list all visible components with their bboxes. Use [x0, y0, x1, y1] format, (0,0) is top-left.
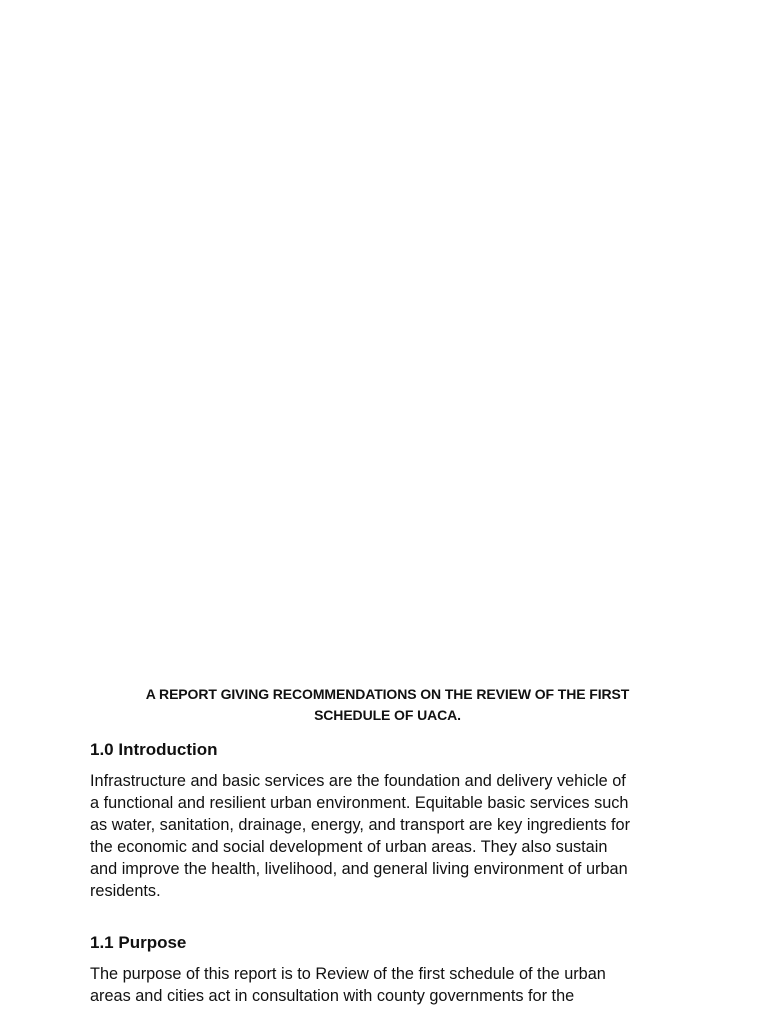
paragraph-line: as water, sanitation, drainage, energy, and transport are key ingredients for	[90, 816, 631, 834]
paragraph-line: areas and cities act in consultation with county governments for the	[90, 987, 575, 1005]
purpose-paragraph	[90, 963, 685, 1007]
introduction-paragraph	[90, 770, 685, 902]
section-heading-introduction: 1.0 Introduction	[90, 740, 218, 759]
document-title	[90, 684, 685, 726]
document-title-line: SCHEDULE OF UACA.	[314, 707, 461, 723]
paragraph-line: the economic and social development of urban areas. They also sustain	[90, 838, 608, 856]
paragraph-line: residents.	[90, 882, 161, 900]
document-body	[90, 684, 685, 1007]
paragraph-line: The purpose of this report is to Review of the first schedule of the urban	[90, 965, 606, 983]
section-heading-purpose: 1.1 Purpose	[90, 933, 187, 952]
paragraph-line: a functional and resilient urban environment. Equitable basic services such	[90, 794, 629, 812]
paragraph-line: and improve the health, livelihood, and general living environment of urban	[90, 860, 628, 878]
paragraph-line: Infrastructure and basic services are the foundation and delivery vehicle of	[90, 772, 626, 790]
document-title-line: A REPORT GIVING RECOMMENDATIONS ON THE REVIEW OF THE FIRST	[145, 686, 630, 702]
